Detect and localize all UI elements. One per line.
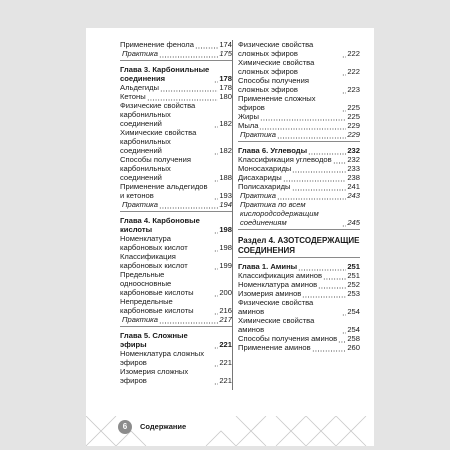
dot-leader [214, 378, 218, 385]
toc-entry-link[interactable] [238, 289, 360, 298]
section-heading: Раздел 4. АЗОТСОДЕРЖАЩИЕ СОЕДИНЕНИЯ [238, 236, 360, 255]
toc-page-number: 254 [347, 325, 360, 334]
column-divider [232, 40, 233, 390]
toc-entry-title: Практика [122, 200, 158, 209]
toc-entry-title: Классификация углеводов [238, 155, 332, 164]
toc-entry-title: Классификация карбоновых кислот [120, 252, 188, 270]
dot-leader [214, 290, 218, 297]
toc-entry-link[interactable] [120, 234, 232, 252]
toc-page-number: 251 [347, 271, 360, 280]
dot-leader [195, 42, 218, 49]
toc-page-number: 260 [347, 343, 360, 352]
toc-entry-link[interactable] [238, 182, 360, 191]
page-footer [86, 416, 374, 446]
dot-leader [159, 51, 218, 58]
toc-entry-link[interactable] [120, 349, 232, 367]
dot-leader [312, 345, 347, 352]
toc-practice-link[interactable] [120, 49, 232, 58]
toc-entry-link[interactable] [120, 270, 232, 297]
chapter-rule [120, 326, 232, 327]
toc-entry-title: Способы получения сложных эфиров [238, 76, 309, 94]
dot-leader [342, 69, 346, 76]
dot-leader [298, 264, 346, 271]
toc-page-number: 258 [347, 334, 360, 343]
toc-page-number: 225 [347, 112, 360, 121]
toc-entry-title: Применение сложных эфиров [238, 94, 316, 112]
toc-entry-link[interactable] [238, 298, 360, 316]
toc-page-number: 194 [219, 200, 232, 209]
toc-page-number: 182 [219, 146, 232, 155]
toc-chapter-link[interactable] [238, 146, 360, 155]
toc-page-number: 252 [347, 280, 360, 289]
toc-chapter-link[interactable] [238, 262, 360, 271]
toc-practice-link[interactable] [238, 130, 360, 139]
dot-leader [323, 273, 346, 280]
toc-entry-title: Глава 5. Сложные эфиры [120, 331, 188, 349]
toc-page-number: 241 [347, 182, 360, 191]
dot-leader [342, 309, 346, 316]
toc-page-number: 229 [347, 121, 360, 130]
toc-entry-title: Изомерия аминов [238, 289, 302, 298]
toc-page-number: 193 [219, 191, 232, 200]
toc-page-number: 222 [347, 67, 360, 76]
toc-practice-link[interactable] [120, 200, 232, 209]
toc-entry-link[interactable] [238, 58, 360, 76]
toc-entry-title: Глава 3. Карбонильные соединения [120, 65, 210, 83]
dot-leader [147, 94, 219, 101]
dot-leader [260, 114, 346, 121]
toc-entry-link[interactable] [238, 280, 360, 289]
toc-page-number: 232 [347, 146, 360, 155]
toc-entry-link[interactable] [238, 121, 360, 130]
toc-entry-title: Номенклатура аминов [238, 280, 318, 289]
toc-entry-title: Классификация аминов [238, 271, 323, 280]
toc-page-number: 238 [347, 173, 360, 182]
dot-leader [214, 76, 218, 83]
toc-entry-title: Способы получения аминов [238, 334, 338, 343]
toc-entry-title: Практика [122, 49, 158, 58]
dot-leader [277, 132, 346, 139]
toc-entry-link[interactable] [238, 343, 360, 352]
dot-leader [302, 291, 346, 298]
dot-leader [292, 184, 347, 191]
toc-page-number: 221 [219, 358, 232, 367]
toc-page-number: 217 [219, 315, 232, 324]
chapter-rule [120, 211, 232, 212]
toc-entry-link[interactable] [120, 83, 232, 92]
dot-leader [214, 263, 218, 270]
toc-entry-link[interactable] [238, 334, 360, 343]
toc-entry-link[interactable] [120, 128, 232, 155]
dot-leader [159, 317, 218, 324]
toc-entry-title: Предельные одноосновные карбоновые кислоты [120, 270, 194, 297]
toc-page-number: 253 [347, 289, 360, 298]
chapter-rule [120, 60, 232, 61]
toc-entry-title: Применение альдегидов и кетонов [120, 182, 208, 200]
toc-chapter-link[interactable] [120, 216, 232, 234]
toc-page-number: 245 [347, 218, 360, 227]
dot-leader [214, 175, 218, 182]
toc-entry-title: Применение аминов [238, 343, 311, 352]
toc-entry-link[interactable] [120, 367, 232, 385]
toc-entry-title: Полисахариды [238, 182, 291, 191]
toc-entry-link[interactable] [238, 40, 360, 58]
toc-page-number: 243 [347, 191, 360, 200]
dot-leader [214, 360, 218, 367]
dot-leader [214, 308, 218, 315]
toc-entry-link[interactable] [238, 164, 360, 173]
toc-entry-title: Практика [240, 191, 276, 200]
toc-entry-title: Практика [240, 130, 276, 139]
dot-leader [338, 336, 346, 343]
dot-leader [342, 327, 346, 334]
toc-entry-link[interactable] [120, 101, 232, 128]
toc-page-number: 229 [347, 130, 360, 139]
toc-page-number: 198 [219, 225, 232, 234]
toc-page-number: 175 [219, 49, 232, 58]
toc-entry-title: Практика по всем кислородсодержащим соединениям [240, 200, 319, 227]
page-number-badge: 6 [118, 420, 132, 434]
dot-leader [308, 148, 346, 155]
toc-page-number: 254 [347, 307, 360, 316]
toc-entry-title: Жиры [238, 112, 259, 121]
toc-entry-title: Практика [122, 315, 158, 324]
toc-chapter-link[interactable] [120, 331, 232, 349]
toc-entry-title: Физические свойства сложных эфиров [238, 40, 314, 58]
toc-entry-link[interactable] [238, 76, 360, 94]
toc-entry-link[interactable] [238, 316, 360, 334]
toc-right-column [238, 40, 360, 352]
toc-page-number: 221 [219, 340, 232, 349]
chapter-rule [238, 141, 360, 142]
dot-leader [159, 202, 218, 209]
toc-entry-link[interactable] [120, 92, 232, 101]
dot-leader [333, 157, 347, 164]
toc-entry-title: Глава 6. Углеводы [238, 146, 308, 155]
toc-entry-title: Номенклатура сложных эфиров [120, 349, 205, 367]
toc-entry-title: Химические свойства аминов [238, 316, 315, 334]
toc-entry-title: Применение фенола [120, 40, 194, 49]
toc-page-number: 200 [219, 288, 232, 297]
toc-entry-link[interactable] [238, 271, 360, 280]
toc-entry-link[interactable] [120, 155, 232, 182]
dot-leader [259, 123, 346, 130]
toc-chapter-link[interactable] [120, 65, 232, 83]
toc-page-number: 198 [219, 243, 232, 252]
toc-practice-link[interactable] [238, 200, 360, 227]
dot-leader [318, 282, 346, 289]
toc-entry-title: Альдегиды [120, 83, 160, 92]
toc-entry-title: Моносахариды [238, 164, 292, 173]
dot-leader [214, 342, 218, 349]
toc-practice-link[interactable] [238, 191, 360, 200]
toc-page-number: 223 [347, 85, 360, 94]
toc-page-number: 199 [219, 261, 232, 270]
dot-leader [160, 85, 218, 92]
toc-entry-title: Изомерия сложных эфиров [120, 367, 189, 385]
dot-leader [342, 105, 346, 112]
toc-entry-title: Непредельные карбоновые кислоты [120, 297, 194, 315]
toc-entry-link[interactable] [120, 40, 232, 49]
dot-leader [342, 220, 346, 227]
toc-entry-title: Химические свойства карбонильных соединений [120, 128, 197, 155]
toc-entry-title: Химические свойства сложных эфиров [238, 58, 315, 76]
book-page [86, 28, 374, 446]
dot-leader [277, 193, 346, 200]
chapter-rule [238, 229, 360, 230]
toc-page-number: 232 [347, 155, 360, 164]
toc-page-number: 174 [219, 40, 232, 49]
toc-page-number: 180 [219, 92, 232, 101]
toc-page-number: 178 [219, 74, 232, 83]
toc-page-number: 222 [347, 49, 360, 58]
toc-entry-title: Физические свойства карбонильных соединений [120, 101, 196, 128]
toc-page-number: 178 [219, 83, 232, 92]
dot-leader [292, 166, 346, 173]
dot-leader [342, 87, 346, 94]
toc-entry-link[interactable] [238, 112, 360, 121]
toc-page-number: 251 [347, 262, 360, 271]
toc-entry-link[interactable] [238, 155, 360, 164]
toc-practice-link[interactable] [120, 315, 232, 324]
toc-entry-link[interactable] [120, 252, 232, 270]
toc-page-number: 233 [347, 164, 360, 173]
toc-entry-title: Номенклатура карбоновых кислот [120, 234, 188, 252]
toc-entry-title: Дисахариды [238, 173, 282, 182]
toc-left-column [120, 40, 232, 385]
toc-entry-title: Физические свойства аминов [238, 298, 314, 316]
toc-page-number: 225 [347, 103, 360, 112]
footer-title: Содержание [140, 422, 187, 431]
dot-leader [214, 227, 218, 234]
dot-leader [342, 51, 346, 58]
dot-leader [214, 148, 218, 155]
chapter-rule [238, 257, 360, 258]
toc-page-number: 182 [219, 119, 232, 128]
toc-entry-link[interactable] [238, 173, 360, 182]
dot-leader [214, 121, 218, 128]
dot-leader [214, 245, 218, 252]
toc-entry-title: Способы получения карбонильных соединений [120, 155, 191, 182]
dot-leader [214, 193, 218, 200]
toc-entry-title: Глава 4. Карбоновые кислоты [120, 216, 200, 234]
toc-page-number: 216 [219, 306, 232, 315]
dot-leader [283, 175, 347, 182]
toc-page-number: 188 [219, 173, 232, 182]
toc-entry-title: Глава 1. Амины [238, 262, 298, 271]
toc-entry-link[interactable] [120, 297, 232, 315]
toc-entry-title: Мыла [238, 121, 259, 130]
toc-entry-link[interactable] [238, 94, 360, 112]
toc-entry-title: Кетоны [120, 92, 146, 101]
toc-entry-link[interactable] [120, 182, 232, 200]
toc-page-number: 221 [219, 376, 232, 385]
